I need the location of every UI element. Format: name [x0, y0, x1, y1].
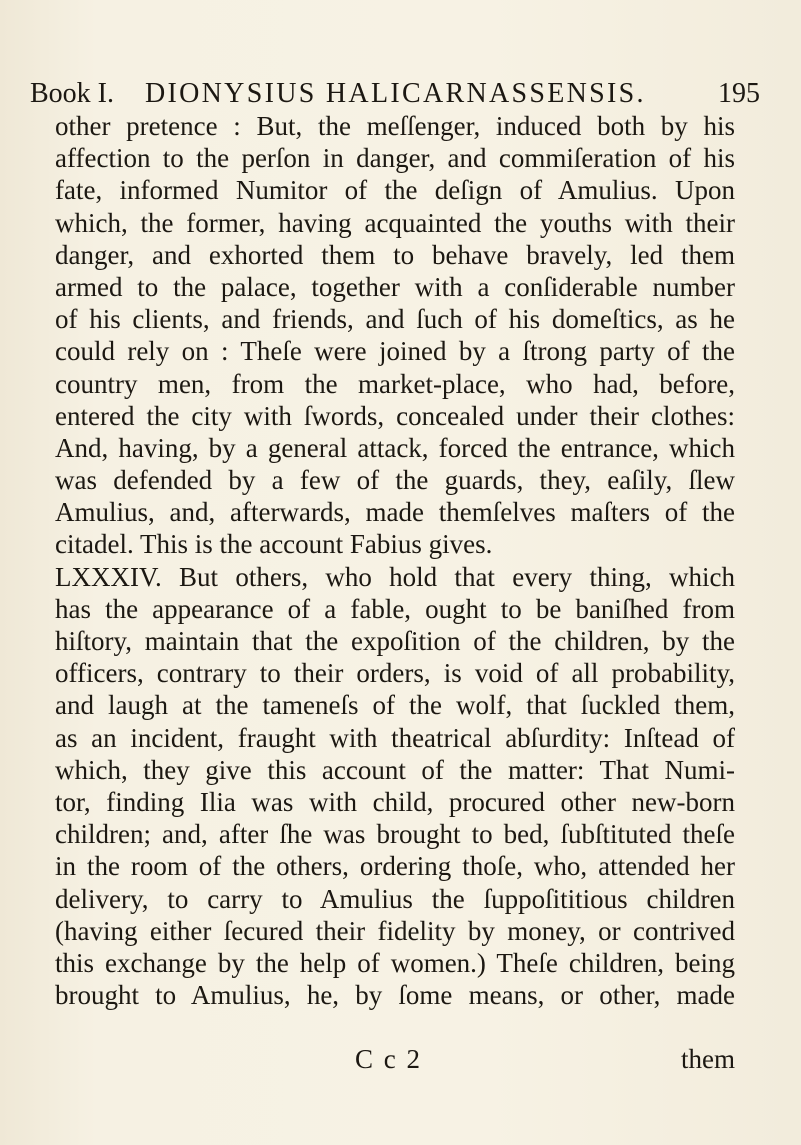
text-line: children; and, after ſhe was brought to bed, ſubſtituted theſe [55, 819, 735, 850]
text-line: officers, contrary to their orders, is void of all probability, [55, 658, 735, 689]
text-line: which, they give this account of the matter: That Numi- [55, 754, 735, 785]
signature-mark: C c 2 [355, 1044, 422, 1074]
text-line: as an incident, fraught with theatrical abſurdity: Inſtead of [55, 722, 735, 753]
text-line: armed to the palace, together with a conſiderable number [55, 271, 735, 302]
text-line: tor, finding Ilia was with child, procured other new-born [55, 786, 735, 817]
page-number: 195 [718, 78, 760, 109]
catchword: them [681, 1044, 735, 1074]
text-line: of his clients, and friends, and ſuch of his domeſtics, as he [55, 304, 735, 335]
text-line: hiſtory, maintain that the expoſition of the children, by the [55, 626, 735, 656]
text-line: entered the city with ſwords, concealed under their clothes: [55, 400, 735, 431]
text-line: country men, from the market-place, who had, before, [55, 368, 735, 399]
text-line: was defended by a few of the guards, they, eaſily, ſlew [55, 465, 735, 496]
text-line: Amulius, and, afterwards, made themſelves maſters of the [55, 497, 735, 528]
text-line: And, having, by a general attack, forced the entrance, which [55, 432, 735, 463]
text-line: which, the former, having acquainted the youths with their [55, 207, 735, 238]
page-footer [55, 1043, 735, 1075]
body-text [55, 110, 735, 1011]
text-line: danger, and exhorted them to behave bravely, led them [55, 239, 735, 270]
text-line: brought to Amulius, he, by ſome means, or other, made [55, 980, 735, 1011]
running-title: DIONYSIUS HALICARNASSENSIS. [145, 78, 646, 109]
text-line: has the appearance of a fable, ought to be baniſhed from [55, 593, 735, 624]
text-line: delivery, to carry to Amulius the ſuppoſititious children [55, 883, 735, 914]
book-number: Book I. [30, 78, 114, 109]
running-head [30, 76, 760, 112]
text-line: and laugh at the tameneſs of the wolf, that ſuckled them, [55, 690, 735, 721]
text-line: fate, informed Numitor of the deſign of Amulius. Upon [55, 175, 735, 206]
text-line: could rely on : Theſe were joined by a ſtrong party of the [55, 336, 735, 367]
text-line: other pretence : But, the meſſenger, induced both by his [55, 111, 735, 141]
paragraph-end-line: citadel. This is the account Fabius gives. [55, 529, 493, 560]
text-line: affection to the perſon in danger, and commiſeration of his [55, 143, 735, 174]
text-line: in the room of the others, ordering thoſe, who, attended her [55, 851, 735, 882]
text-line: (having either ſecured their fidelity by money, or contrived [55, 915, 735, 946]
text-line: this exchange by the help of women.) Theſe children, being [55, 947, 735, 978]
chapter-start-line: LXXXIV. But others, who hold that every thing, which [55, 561, 735, 592]
